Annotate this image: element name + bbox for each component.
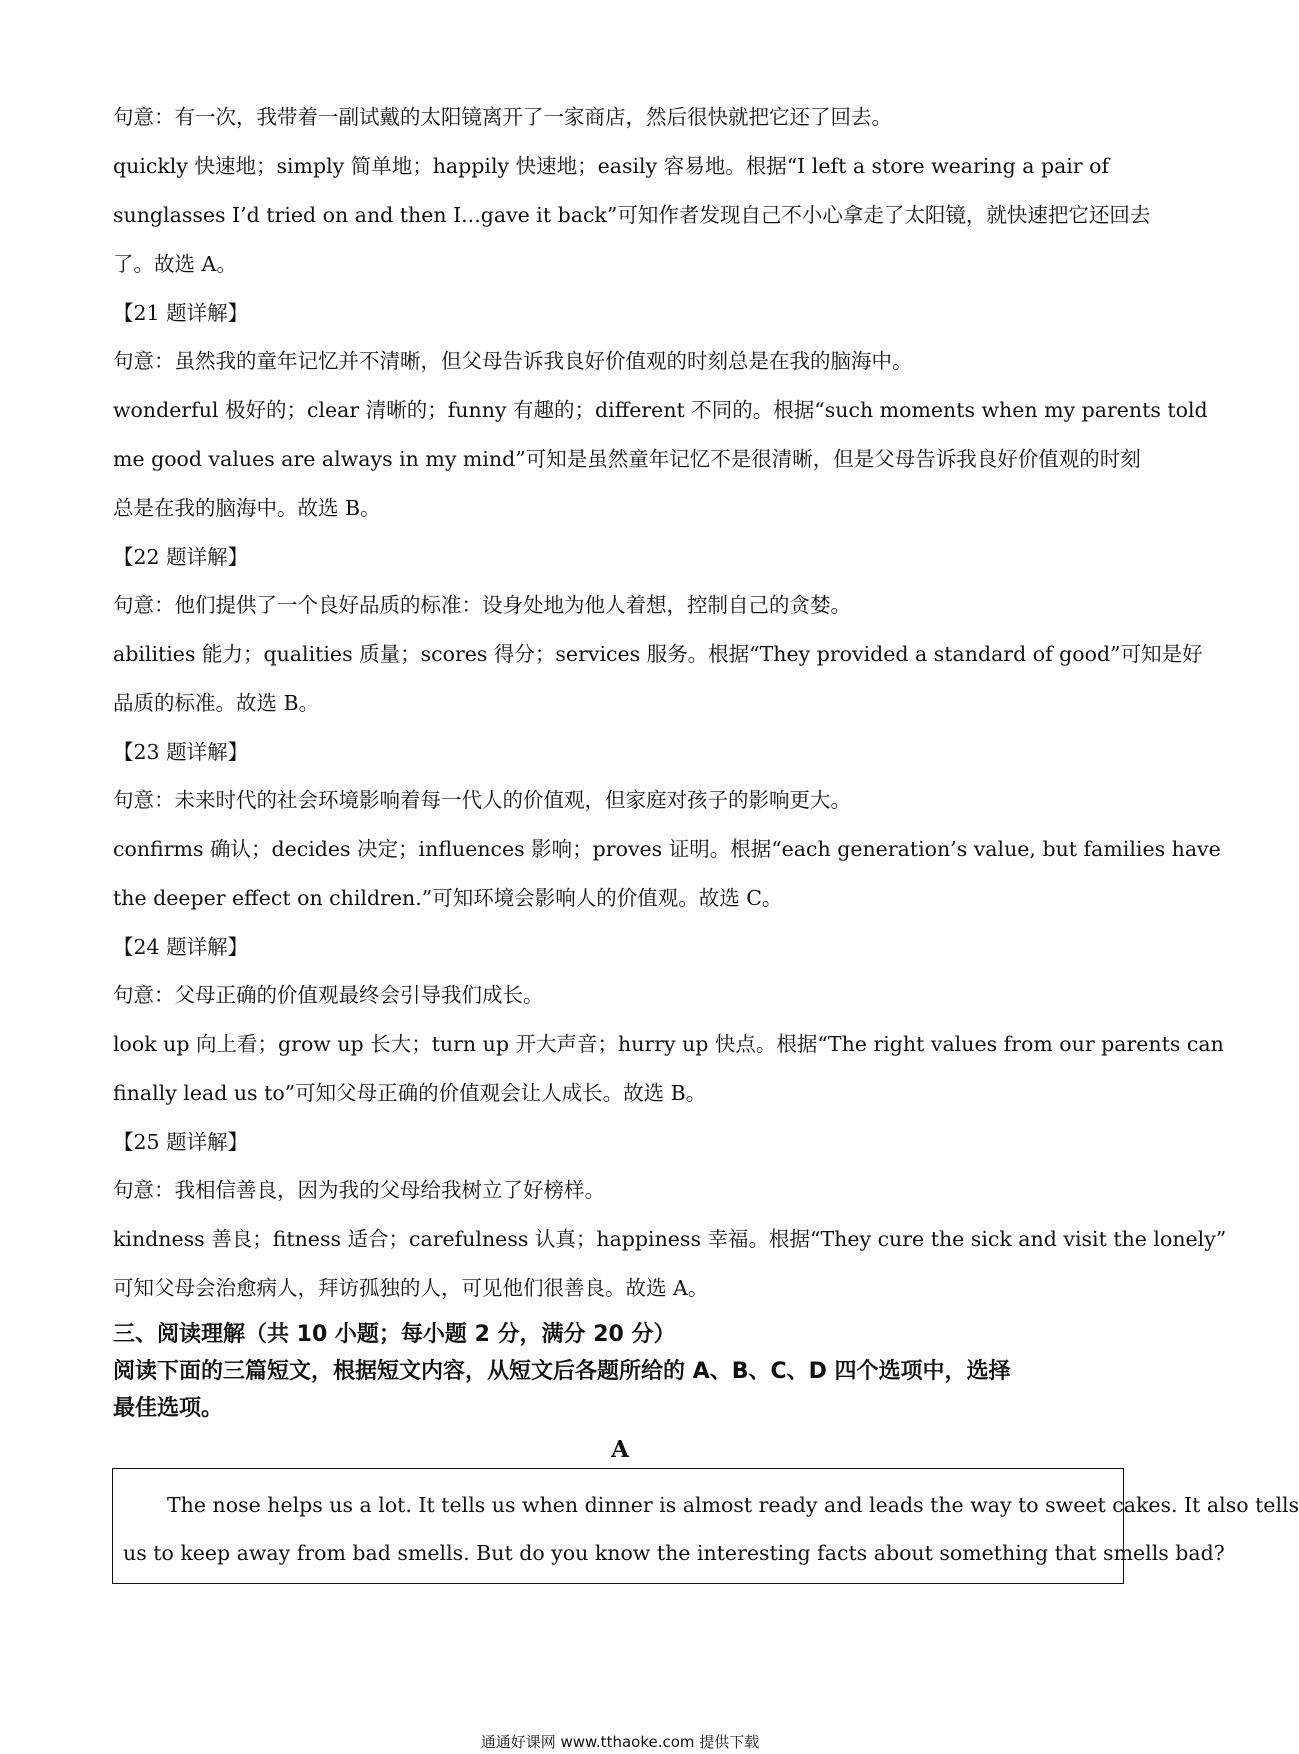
option-explanation-21-line3: 总是在我的脑海中。故选 B。 (113, 496, 381, 520)
option-explanation-21-line1: wonderful 极好的；clear 清晰的；funny 有趣的；different 不同的。根据“such moments when my parents told (113, 398, 1208, 422)
option-explanation-24-line2: finally lead us to”可知父母正确的价值观会让人成长。故选 B。 (113, 1081, 707, 1105)
question-25-heading: 【25 题详解】 (113, 1130, 249, 1154)
option-explanation-25-line1: kindness 善良；fitness 适合；carefulness 认真；happiness 幸福。根据“They cure the sick and visit the lonely” (113, 1227, 1227, 1251)
option-explanation-21-line2: me good values are always in my mind”可知是虽然童年记忆不是很清晰，但是父母告诉我良好价值观的时刻 (113, 447, 1141, 471)
sentence-meaning-23: 句意：未来时代的社会环境影响着每一代人的价值观，但家庭对孩子的影响更大。 (113, 788, 851, 812)
sentence-meaning-24: 句意：父母正确的价值观最终会引导我们成长。 (113, 983, 544, 1007)
sentence-meaning-21: 句意：虽然我的童年记忆并不清晰，但父母告诉我良好价值观的时刻总是在我的脑海中。 (113, 349, 913, 373)
option-explanation-20-line2: sunglasses I’d tried on and then I...gave it back”可知作者发现自己不小心拿走了太阳镜，就快速把它还回去 (113, 203, 1151, 227)
section-heading: 三、阅读理解（共 10 小题；每小题 2 分，满分 20 分） (113, 1322, 676, 1347)
passage-line2: us to keep away from bad smells. But do you know the interesting facts about something that smells bad? (123, 1541, 1225, 1565)
option-explanation-22-line2: 品质的标准。故选 B。 (113, 691, 320, 715)
sentence-meaning-22: 句意：他们提供了一个良好品质的标准：设身处地为他人着想，控制自己的贪婪。 (113, 593, 851, 617)
question-22-heading: 【22 题详解】 (113, 545, 249, 569)
sentence-meaning-20: 句意：有一次，我带着一副试戴的太阳镜离开了一家商店，然后很快就把它还了回去。 (113, 105, 892, 129)
question-24-heading: 【24 题详解】 (113, 935, 249, 959)
option-explanation-20-line3: 了。故选 A。 (113, 252, 237, 276)
passage-letter: A (611, 1436, 629, 1463)
section-instruction-line2: 最佳选项。 (113, 1396, 224, 1421)
option-explanation-20-line1: quickly 快速地；simply 简单地；happily 快速地；easily 容易地。根据“I left a store wearing a pair of (113, 154, 1110, 178)
option-explanation-25-line2: 可知父母会治愈病人，拜访孤独的人，可见他们很善良。故选 A。 (113, 1276, 709, 1300)
option-explanation-23-line1: confirms 确认；decides 决定；influences 影响；proves 证明。根据“each generation’s value, but families have (113, 837, 1221, 861)
passage-line1: The nose helps us a lot. It tells us when dinner is almost ready and leads the way to sweet cakes. It also tells (167, 1493, 1299, 1517)
sentence-meaning-25: 句意：我相信善良，因为我的父母给我树立了好榜样。 (113, 1178, 605, 1202)
question-21-heading: 【21 题详解】 (113, 301, 249, 325)
option-explanation-24-line1: look up 向上看；grow up 长大；turn up 开大声音；hurry up 快点。根据“The right values from our parents can (113, 1032, 1224, 1056)
question-23-heading: 【23 题详解】 (113, 740, 249, 764)
option-explanation-22-line1: abilities 能力；qualities 质量；scores 得分；services 服务。根据“They provided a standard of good”可知是好 (113, 642, 1203, 666)
passage-box (112, 1468, 1299, 1584)
option-explanation-23-line2: the deeper effect on children.”可知环境会影响人的价值观。故选 C。 (113, 886, 783, 910)
footer-watermark: 通通好课网 www.tthaoke.com 提供下载 (480, 1733, 760, 1751)
section-instruction-line1: 阅读下面的三篇短文，根据短文内容，从短文后各题所给的 A、B、C、D 四个选项中，选择 (113, 1359, 1011, 1384)
